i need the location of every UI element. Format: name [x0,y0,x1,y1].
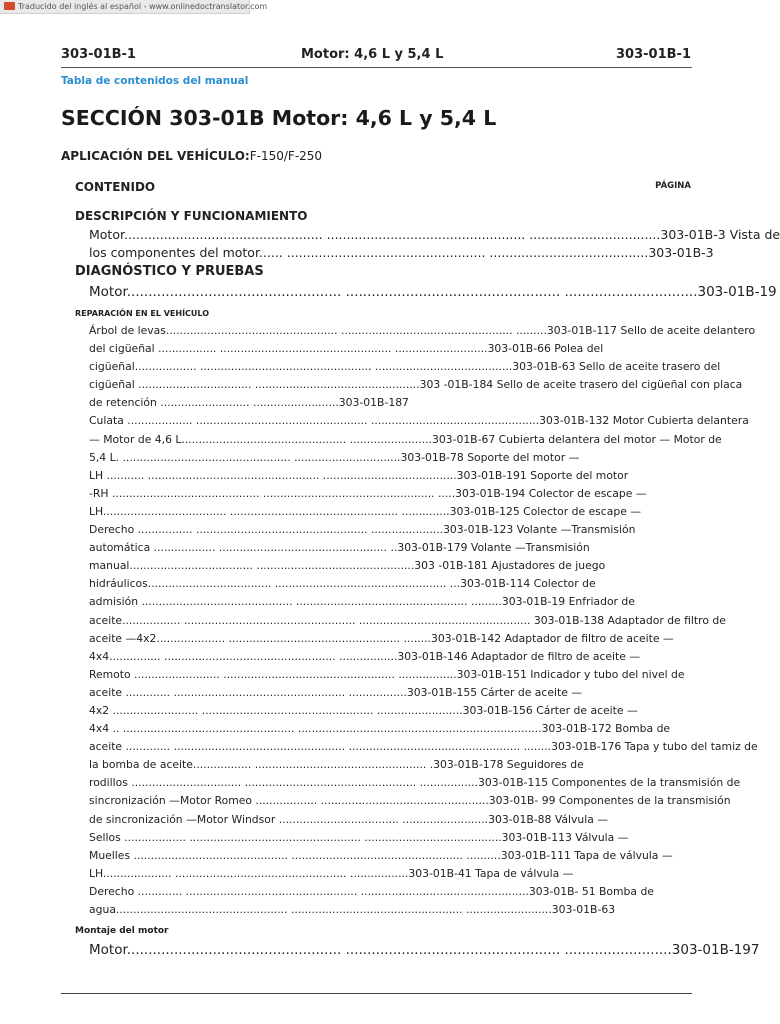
toc-entry[interactable]: de retención .......................... .........................303-01B-187 [89,396,409,410]
toc-entry[interactable]: hidráulicos.................................... .................................................. ...303-01B-114 Colector de [89,577,596,591]
toc-entry[interactable]: automática .................. ................................................. ..303-01B-179 Volante —Transmisión [89,541,590,555]
toc-entry[interactable]: la bomba de aceite................. .................................................. .303-01B-178 Seguidores de [89,758,584,772]
toc-entry[interactable]: sincronización —Motor Romeo .................. .................................................303-01B- 99 Componentes de la transmisión [89,794,731,808]
toc-entry[interactable]: 4x4 .. .................................................. .......................................................................303-01B-172 Bomba de [89,722,671,736]
toc-entry[interactable]: Motor.................................................. .................................................. .................................303-01B-3 Vista de [89,227,780,242]
toc-entry[interactable]: del cigüeñal ................. .................................................. ...........................303-01B-66 Polea del [89,342,604,356]
toc-entry[interactable]: Derecho ............. .................................................. .................................................303-01B- 51 Bomba de [89,884,654,898]
page-column-heading: PÁGINA [655,181,691,191]
toc-entry[interactable]: rodillos ................................ .................................................. .................303-01B-115 Componentes de la transmisión de [89,776,741,790]
diagnosis-heading: DIAGNÓSTICO Y PRUEBAS [75,264,264,279]
toc-entry[interactable]: aceite ............. .................................................. .................................................. ........303-01B-176 Tapa y tubo del tamiz de [89,740,758,754]
vehicle-application-label: APLICACIÓN DEL VEHÍCULO: [61,149,250,163]
toc-entry[interactable]: Motor.................................................. .................................................. ...............................303-01B-19 [89,284,777,300]
toc-entry[interactable]: Sellos .................. .................................................. ........................................303-01B-113 Válvula — [89,830,629,844]
toc-entry[interactable]: Remoto ......................... .................................................. .................303-01B-151 Indicador y tubo del nivel de [89,667,685,681]
toc-entry[interactable]: cigüeñal ................................. ................................................303 -01B-184 Sello de aceite trasero del cigüeñal con placa [89,378,743,392]
header-page-number-left: 303-01B-1 [61,47,136,62]
toc-entry[interactable]: aceite................. .................................................. .................................................. 303-01B-138 Adaptador de filtro de [89,613,726,627]
contents-header-row [75,180,691,198]
toc-entry[interactable]: Muelles ............................................. .................................................. ..........303-01B-111 Tapa de válvula — [89,848,673,862]
toc-entry[interactable]: LH.................................... ................................................. ..............303-01B-125 Colector de escape — [89,504,642,518]
toc-entry[interactable]: los componentes del motor...... .................................................. ........................................303-01B-3 [89,245,714,260]
toc-entry[interactable]: admisión ............................................ .................................................. .........303-01B-19 Enfriador de [89,595,635,609]
toc-entry[interactable]: 5,4 L. ................................................. ...............................303-01B-78 Soporte del motor — [89,450,580,464]
toc-entry[interactable]: -RH ........................................... .................................................. .....303-01B-194 Colector de escape — [89,486,647,500]
toc-entry[interactable]: de sincronización —Motor Windsor ................................... .........................303-01B-88 Válvula — [89,812,609,826]
header-title: Motor: 4,6 L y 5,4 L [301,47,444,62]
toc-entry[interactable]: 4x4............... .................................................. .................303-01B-146 Adaptador de filtro de aceite — [89,649,641,663]
toc-entry[interactable]: — Motor de 4,6 L................................................ ........................303-01B-67 Cubierta delantera del motor — Motor de [89,432,722,446]
section-title: SECCIÓN 303-01B Motor: 4,6 L y 5,4 L [61,106,497,130]
vehicle-application-value: F-150/F-250 [249,149,323,163]
toc-entry[interactable]: Culata ................... .................................................. .................................................303-01B-132 Motor Cubierta delantera [89,414,749,428]
toc-entry[interactable]: LH.................... .................................................. .................303-01B-41 Tapa de válvula — [89,866,574,880]
repair-heading: REPARACIÓN EN EL VEHÍCULO [75,309,210,318]
translator-logo-icon [4,2,15,10]
repair-entry-list [75,322,758,919]
toc-entry[interactable]: Derecho ................ .................................................. .....................303-01B-123 Volante —Transmisión [89,523,636,537]
vehicle-application [61,149,322,163]
header-page-number-right: 303-01B-1 [616,47,691,62]
toc-entry[interactable]: manual.................................... ..............................................303 -01B-181 Ajustadores de juego [89,559,606,573]
toc-entry[interactable]: Motor.................................................. .................................................. .........................303-01B-197 [89,942,760,959]
header-divider [61,67,692,68]
contents-table [75,180,780,960]
page-header [61,47,691,65]
toc-entry[interactable]: cigüeñal.................. .................................................. ........................................303-01B-63 Sello de aceite trasero del [89,360,721,374]
footer-divider [61,993,692,994]
description-heading: DESCRIPCIÓN Y FUNCIONAMIENTO [75,209,308,223]
toc-entry[interactable]: aceite —4x2.................... .................................................. ........303-01B-142 Adaptador de filtro de aceite — [89,631,674,645]
assembly-heading: Montaje del motor [75,926,169,937]
toc-entry[interactable]: aceite ............. .................................................. .................303-01B-155 Cárter de aceite — [89,685,583,699]
contents-heading: CONTENIDO [75,180,156,194]
toc-entry[interactable]: LH ........... .................................................. .......................................303-01B-191 Soporte del motor [89,468,629,482]
toc-entry[interactable]: Árbol de levas.................................................. .................................................. .........303-01B-117 Sello de aceite delantero [89,324,756,337]
manual-toc-link[interactable]: Tabla de contenidos del manual [61,75,249,87]
toc-entry[interactable]: agua.................................................. .................................................. .........................303-01B-63 [89,903,616,916]
translation-banner-text: Traducido del inglés al español - www.onlinedoctranslator.com [18,2,268,11]
translation-banner[interactable] [0,0,268,14]
toc-entry[interactable]: 4x2 ......................... .................................................. .........................303-01B-156 Cárter de aceite — [89,703,638,717]
